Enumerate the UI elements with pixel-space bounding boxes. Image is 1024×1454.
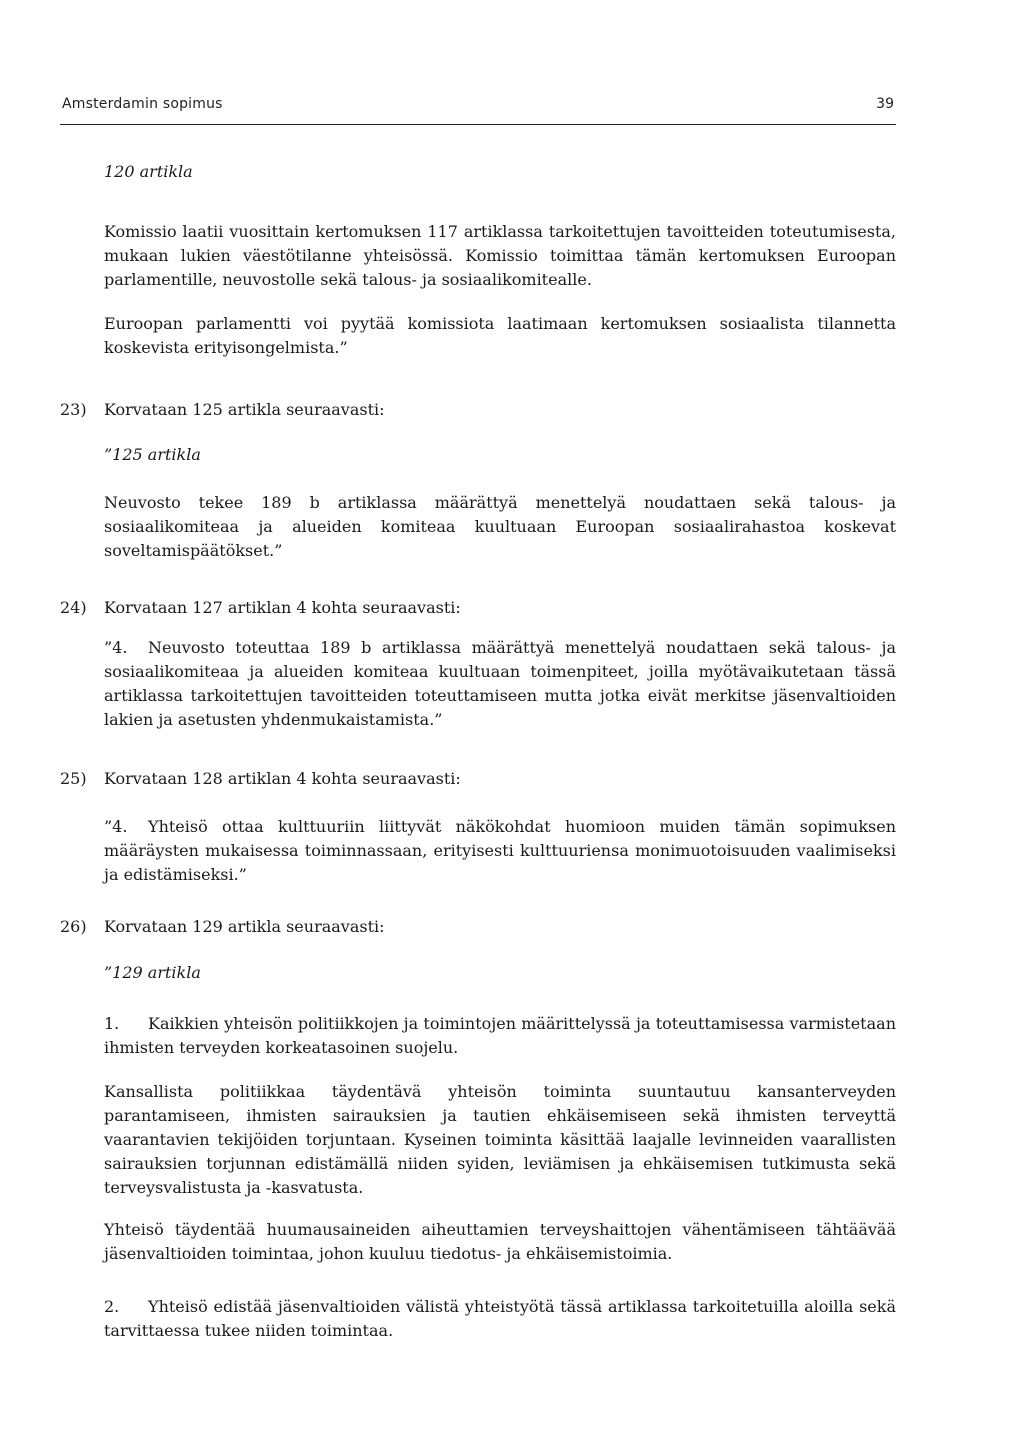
article-120-paragraph-1: Komissio laatii vuosittain kertomuksen 117 artiklassa tarkoitettujen tavoitteiden toteutumisesta, mukaan lukien väestötilanne yhteisössä. Komissio toimittaa tämän kertomuksen Euroopan parlamentille, neuvostolle sekä talous- ja sosiaalikomitealle. xyxy=(104,222,896,289)
article-125-heading: ”125 artikla xyxy=(104,445,201,464)
paragraph-number: ”4. xyxy=(104,638,128,657)
article-125-paragraph: Neuvosto tekee 189 b artiklassa määrättyä menettelyä noudattaen sekä talous- ja sosiaalikomiteaa ja alueiden komiteaa kuultuaan Euroopan sosiaalirahastoa koskevat soveltamispäätökset.” xyxy=(104,493,896,560)
page-number: 39 xyxy=(876,96,894,112)
item-number: 26) xyxy=(60,917,87,936)
item-text: Korvataan 127 artiklan 4 kohta seuraavasti: xyxy=(104,598,461,617)
article-129-paragraph-2: Kansallista politiikkaa täydentävä yhteisön toiminta suuntautuu kansanterveyden parantamiseen, ihmisten sairauksien ja tautien ehkäisemiseen sekä ihmisten terveyttä vaarantavien tekijöiden torjuntaan. Kyseinen toiminta käsittää laajalle levinneiden vaarallisten sairauksien torjunnan edistämällä niiden syiden, leviämisen ja ehkäisemisen tutkimusta sekä terveysvalistusta ja -kasvatusta. xyxy=(104,1082,896,1197)
amendment-item-26 xyxy=(60,915,896,939)
paragraph-text: Neuvosto toteuttaa 189 b artiklassa määrättyä menettelyä noudattaen sekä talous- ja sosiaalikomiteaa ja alueiden komiteaa kuultuaan toimenpiteet, joilla myötävaikutetaan tässä artiklassa tarkoitettujen tavoitteiden toteuttamiseen mutta jotka eivät merkitse jäsenvaltioiden lakien ja asetusten yhdenmukaistamista.” xyxy=(104,638,896,729)
article-129-heading: ”129 artikla xyxy=(104,963,201,982)
paragraph-number: 1. xyxy=(104,1014,120,1033)
item-text: Korvataan 128 artiklan 4 kohta seuraavasti: xyxy=(104,769,461,788)
paragraph-text: Yhteisö edistää jäsenvaltioiden välistä yhteistyötä tässä artiklassa tarkoitetuilla aloilla sekä tarvittaessa tukee niiden toimintaa. xyxy=(104,1297,896,1340)
paragraph-text: Yhteisö ottaa kulttuuriin liittyvät näkökohdat huomioon muiden tämän sopimuksen määräysten mukaisessa toiminnassaan, erityisesti kulttuuriensa monimuotoisuuden vaalimiseksi ja edistämiseksi.” xyxy=(104,817,896,884)
article-129-paragraph-4 xyxy=(104,1295,896,1343)
item-number: 23) xyxy=(60,400,87,419)
paragraph-number: 2. xyxy=(104,1297,120,1316)
amendment-item-24 xyxy=(60,596,896,620)
item-number: 25) xyxy=(60,769,87,788)
item-text: Korvataan 125 artikla seuraavasti: xyxy=(104,400,385,419)
article-129-paragraph-3: Yhteisö täydentää huumausaineiden aiheuttamien terveyshaittojen vähentämiseen tähtäävää jäsenvaltioiden toimintaa, johon kuuluu tiedotus- ja ehkäisemistoimia. xyxy=(104,1220,896,1263)
page-header xyxy=(60,94,896,125)
amendment-item-25 xyxy=(60,767,896,791)
article-120-paragraph-2: Euroopan parlamentti voi pyytää komissiota laatimaan kertomuksen sosiaalista tilannetta koskevista erityisongelmista.” xyxy=(104,314,896,357)
paragraph-text: Kaikkien yhteisön politiikkojen ja toimintojen määrittelyssä ja toteuttamisessa varmistetaan ihmisten terveyden korkeatasoinen suojelu. xyxy=(104,1014,896,1057)
article-120-heading: 120 artikla xyxy=(104,162,193,181)
document-title: Amsterdamin sopimus xyxy=(62,96,223,112)
article-128-paragraph-4 xyxy=(104,815,896,887)
item-number: 24) xyxy=(60,598,87,617)
paragraph-number: ”4. xyxy=(104,817,128,836)
article-127-paragraph-4 xyxy=(104,636,896,732)
article-129-paragraph-1 xyxy=(104,1012,896,1060)
item-text: Korvataan 129 artikla seuraavasti: xyxy=(104,917,385,936)
amendment-item-23 xyxy=(60,398,896,422)
